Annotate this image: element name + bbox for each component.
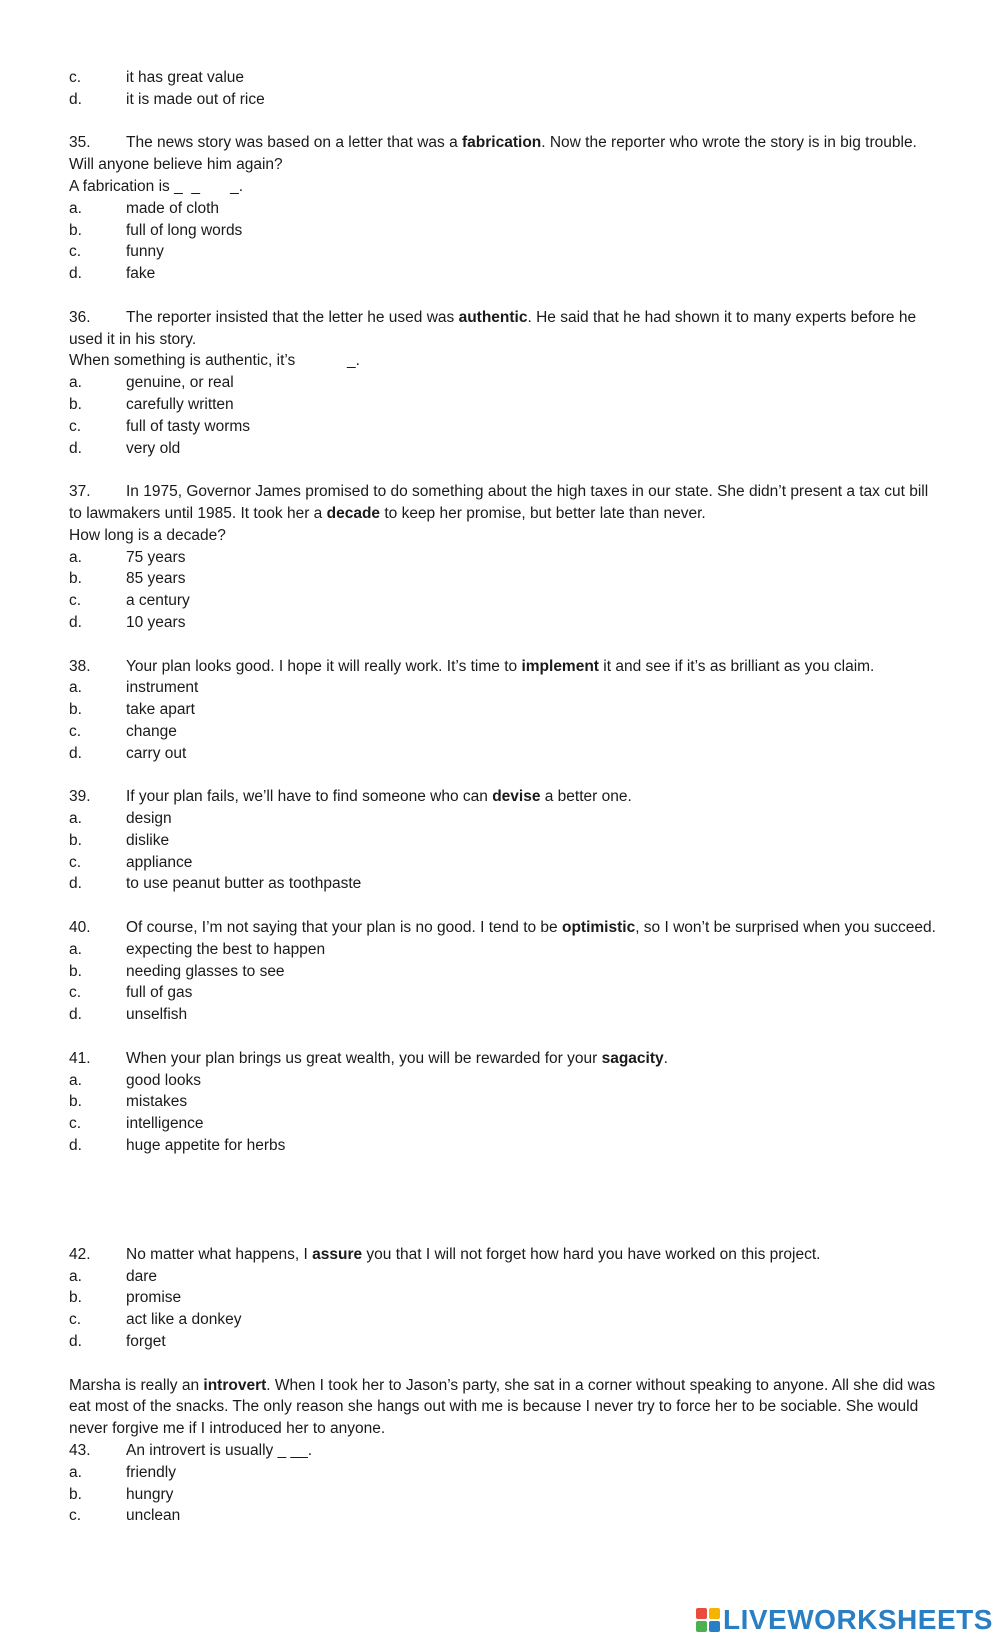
key-word: authentic <box>458 308 528 326</box>
option-b: b. carefully written <box>69 395 234 413</box>
option-b: b. take apart <box>69 701 195 719</box>
question-stem: 35. The news story was based on a letter that was a fabrication. Now the reporter who wrote the story is in big trouble. Will anyone believe him again? <box>69 134 917 174</box>
option-d: d. carry out <box>69 744 187 762</box>
option-c: c. full of gas <box>69 984 193 1002</box>
option-b: b. promise <box>69 1289 182 1307</box>
liveworksheets-logo[interactable] <box>696 1605 993 1635</box>
key-word: introvert <box>203 1376 267 1394</box>
question-39 <box>69 786 939 895</box>
option-a: a. good looks <box>69 1071 201 1089</box>
option-d: d. 10 years <box>69 613 186 631</box>
option-c: c. appliance <box>69 853 193 871</box>
question-38 <box>69 656 939 765</box>
key-word: implement <box>521 657 599 675</box>
worksheet-page <box>69 67 939 1527</box>
question-stem: 38. Your plan looks good. I hope it will really work. It’s time to implement it and see if it’s as brilliant as you claim. <box>69 657 875 675</box>
option-c: c. full of tasty worms <box>69 417 251 435</box>
option-c: c. act like a donkey <box>69 1311 242 1329</box>
option-c: c. change <box>69 722 177 740</box>
option-d: d. to use peanut butter as toothpaste <box>69 875 362 893</box>
question-41 <box>69 1048 939 1157</box>
option-a: a. dare <box>69 1267 158 1285</box>
option-b: b. mistakes <box>69 1093 188 1111</box>
option-a: a. friendly <box>69 1463 176 1481</box>
brand-name: LIVEWORKSHEETS <box>723 1604 993 1635</box>
question-prompt: When something is authentic, it’s _. <box>69 352 360 370</box>
option-b: b. hungry <box>69 1485 174 1503</box>
question-36 <box>69 307 939 460</box>
option-b: b. dislike <box>69 831 170 849</box>
logo-square <box>696 1621 707 1632</box>
option-a: a. instrument <box>69 679 199 697</box>
key-word: decade <box>326 504 381 522</box>
logo-square <box>709 1621 720 1632</box>
question-stem: 36. The reporter insisted that the letter he used was authentic. He said that he had shown it to many experts before he used it in his story. <box>69 308 917 348</box>
option-a: a. 75 years <box>69 548 186 566</box>
question-stem: 41. When your plan brings us great wealth, you will be rewarded for your sagacity. <box>69 1049 668 1067</box>
option-a: a. expecting the best to happen <box>69 940 326 958</box>
key-word: fabrication <box>462 134 542 152</box>
option-d: d. forget <box>69 1333 166 1351</box>
option-c: c. funny <box>69 243 164 261</box>
key-word: sagacity <box>601 1049 664 1067</box>
option-d: d. fake <box>69 265 156 283</box>
passage: Marsha is really an introvert. When I took her to Jason’s party, she sat in a corner without speaking to anyone. All she did was eat most of the snacks. The only reason she hangs out with me is because I never try to force her to be sociable. She would never forgive me if I introduced her to anyone. <box>69 1376 936 1438</box>
option-d: d. it is made out of rice <box>69 90 265 108</box>
option-c: c. unclean <box>69 1507 181 1525</box>
option-c: c. it has great value <box>69 69 245 86</box>
question-40 <box>69 917 939 1026</box>
option-b: b. full of long words <box>69 221 243 239</box>
key-word: devise <box>492 788 541 806</box>
option-b: b. 85 years <box>69 570 186 588</box>
key-word: assure <box>312 1245 363 1263</box>
logo-square <box>696 1608 707 1619</box>
logo-grid-icon <box>696 1608 720 1632</box>
option-a: a. design <box>69 810 172 828</box>
option-d: d. huge appetite for herbs <box>69 1137 286 1155</box>
top-options <box>69 67 939 111</box>
question-stem: 42. No matter what happens, I assure you that I will not forget how hard you have worked on this project. <box>69 1245 821 1263</box>
option-a: a. genuine, or real <box>69 374 234 392</box>
question-stem: 40. Of course, I’m not saying that your plan is no good. I tend to be optimistic, so I won’t be surprised when you succeed. <box>69 919 936 937</box>
option-d: d. unselfish <box>69 1006 188 1024</box>
option-c: c. intelligence <box>69 1115 204 1133</box>
question-prompt: How long is a decade? <box>69 526 226 544</box>
option-b: b. needing glasses to see <box>69 962 285 980</box>
key-word: optimistic <box>561 919 636 937</box>
question-42 <box>69 1244 939 1353</box>
question-stem: 43. An introvert is usually _ __. <box>69 1442 313 1460</box>
logo-square <box>709 1608 720 1619</box>
question-stem: 39. If your plan fails, we’ll have to find someone who can devise a better one. <box>69 788 632 806</box>
question-prompt: A fabrication is _ _ _. <box>69 177 244 195</box>
option-a: a. made of cloth <box>69 199 220 217</box>
question-37 <box>69 481 939 634</box>
option-d: d. very old <box>69 439 181 457</box>
question-43 <box>69 1440 939 1527</box>
option-c: c. a century <box>69 592 190 610</box>
question-35 <box>69 132 939 285</box>
question-stem: 37. In 1975, Governor James promised to do something about the high taxes in our state. She didn’t present a tax cut bill to lawmakers until 1985. It took her a decade to keep her promise, but better late than never. <box>69 483 929 522</box>
